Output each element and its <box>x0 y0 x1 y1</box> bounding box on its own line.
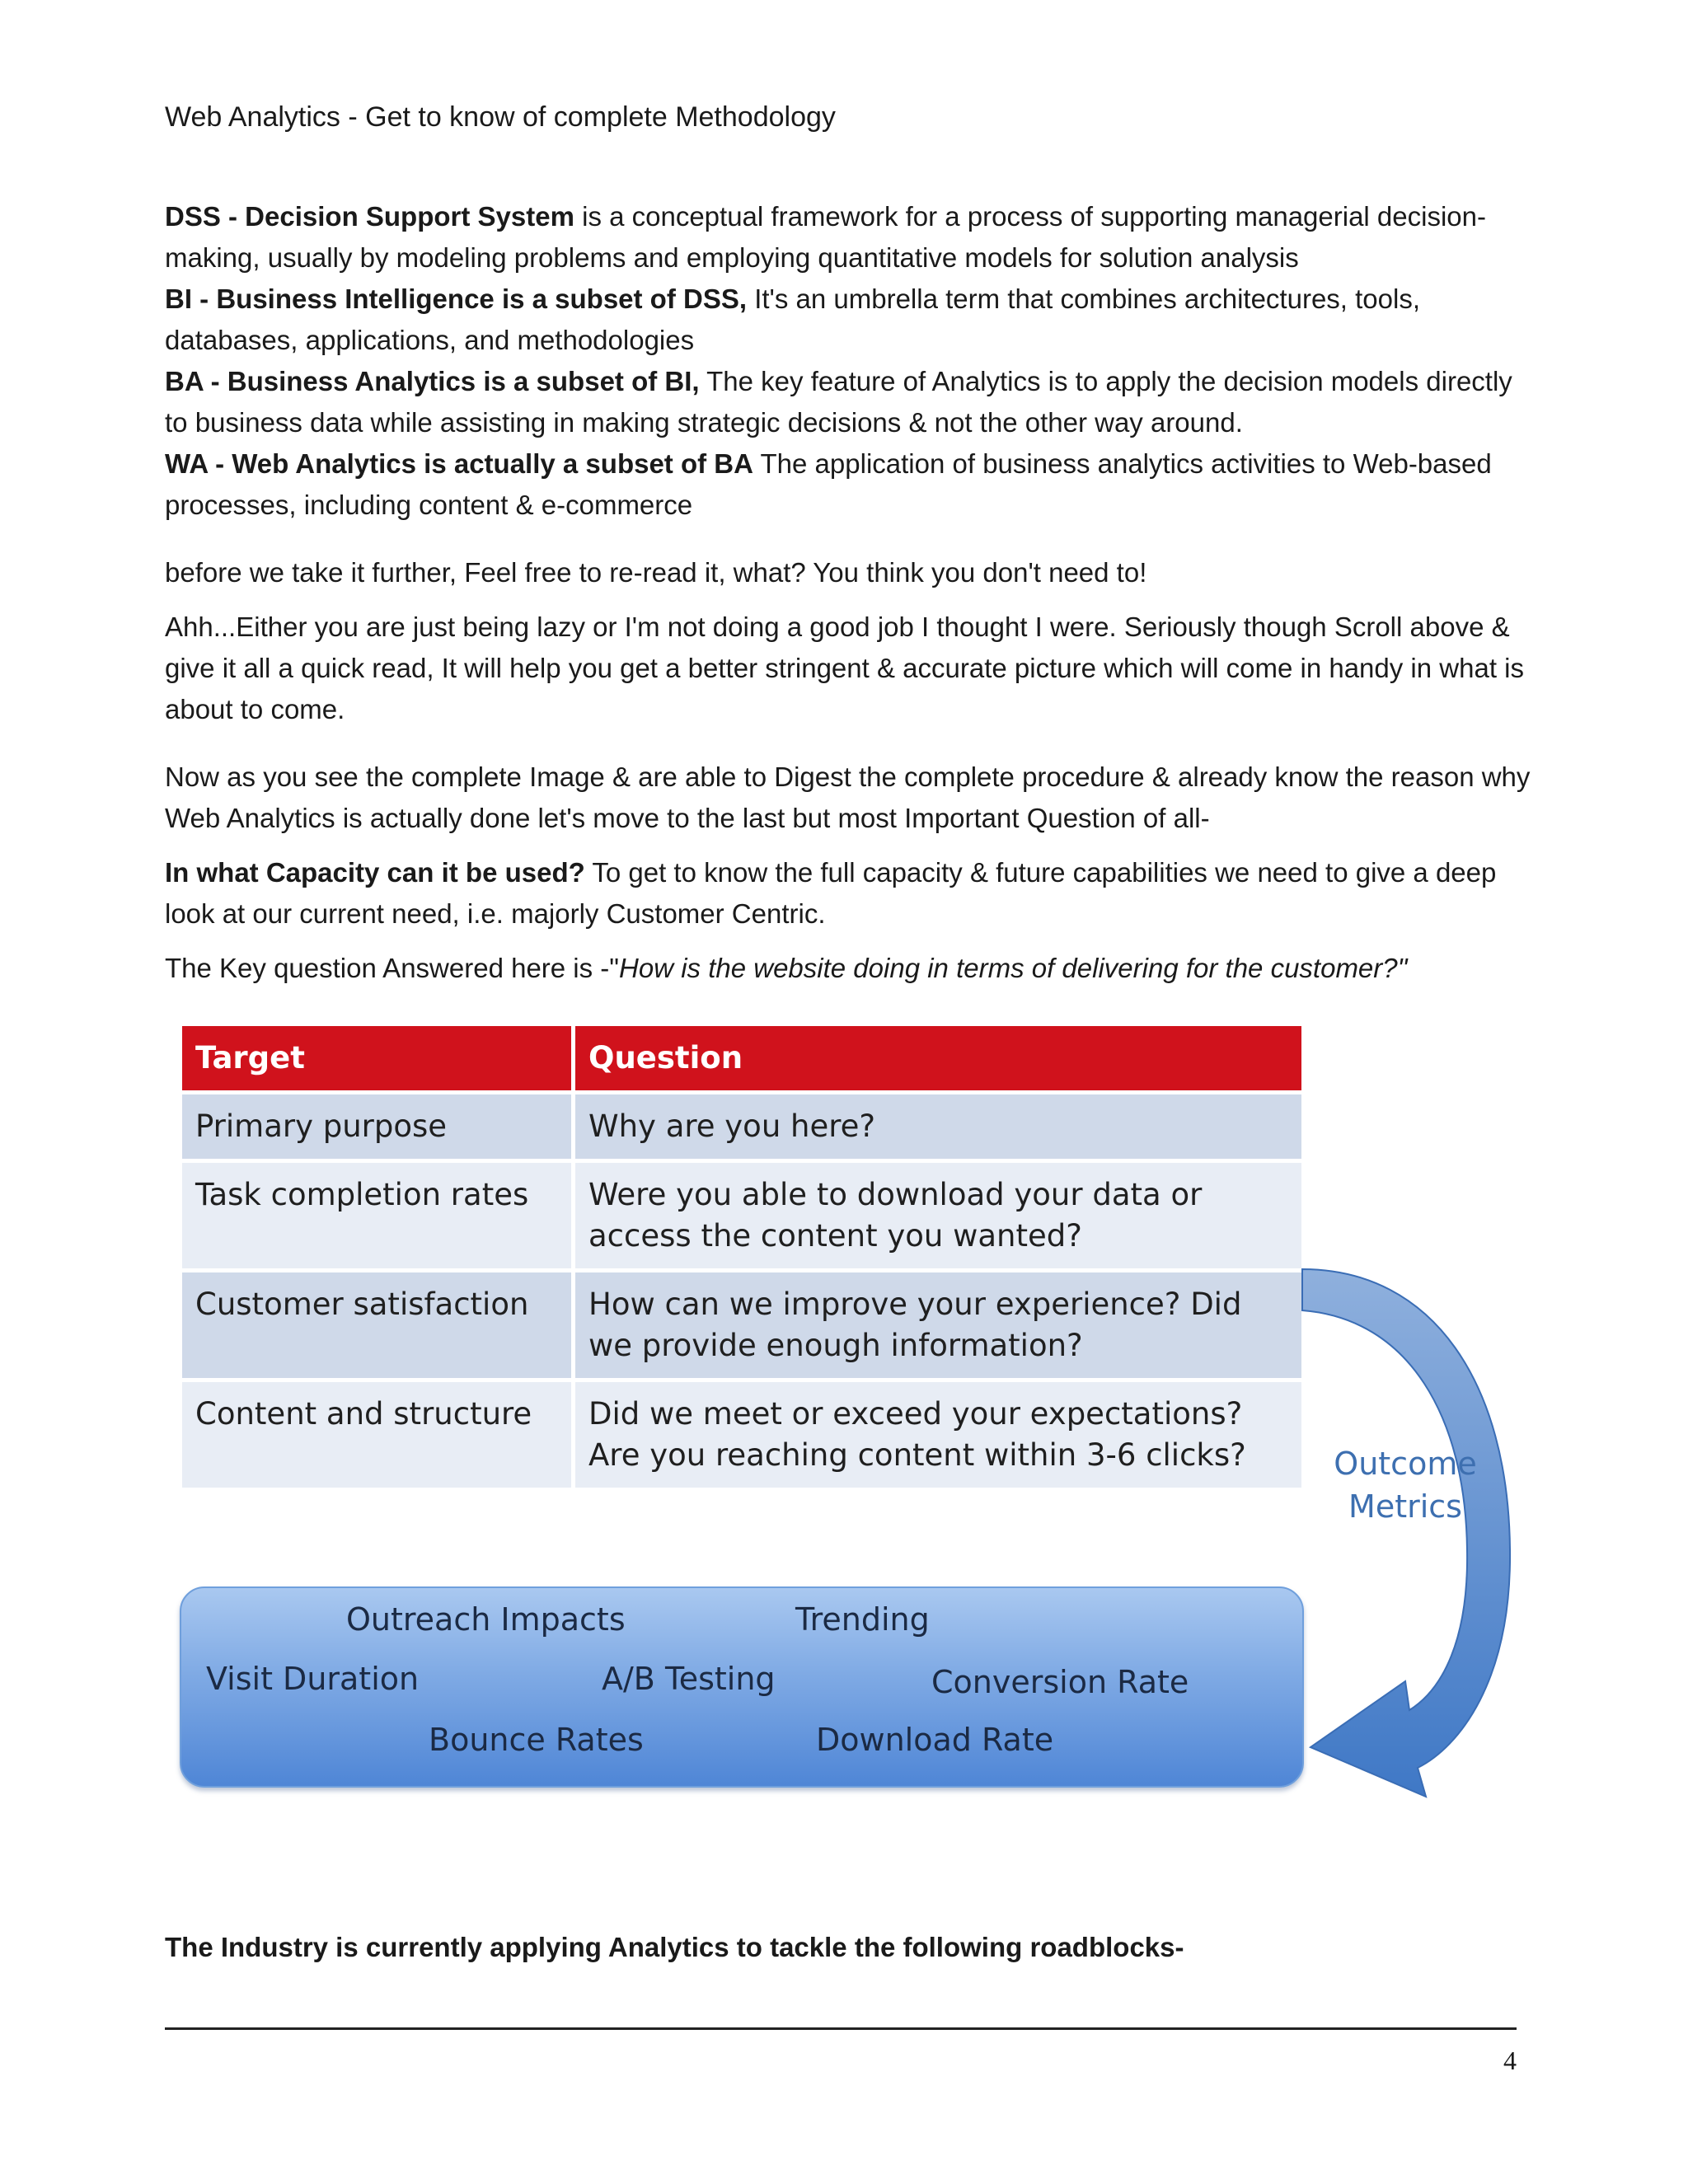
capacity-text: To get to know the full capacity & future capabilities we need to give a deep look at our current need, i.e. majorly Customer Centric. <box>165 857 1497 929</box>
question-cell: Did we meet or exceed your expectations? Are you reaching content within 3-6 clicks? <box>575 1382 1301 1488</box>
page-header-title: Web Analytics - Get to know of complete Methodology <box>165 101 836 133</box>
paragraph-key-question <box>165 948 1533 989</box>
definition-text: The application of business analytics activities to Web-based processes, including content & e-commerce <box>165 448 1492 520</box>
target-question-table <box>178 1022 1306 1492</box>
key-question-lead: The Key question Answered here is -" <box>165 953 620 983</box>
section-heading: The Industry is currently applying Analytics to tackle the following roadblocks- <box>165 1932 1184 1962</box>
definition-term: DSS - Decision Support System <box>165 201 574 232</box>
metric-outreach-impacts: Outreach Impacts <box>346 1601 626 1638</box>
definition-dss <box>165 196 1533 279</box>
metric-bounce-rates: Bounce Rates <box>429 1722 644 1758</box>
table-row <box>182 1272 1301 1378</box>
header-target: Target <box>182 1026 571 1090</box>
key-question-italic: How is the website doing in terms of delivering for the customer?" <box>619 953 1408 983</box>
footer-divider <box>165 2027 1517 2030</box>
outcome-metrics-label: Outcome Metrics <box>1334 1446 1477 1525</box>
table-row <box>182 1163 1301 1268</box>
capacity-question: In what Capacity can it be used? <box>165 857 585 888</box>
curved-arrow-icon <box>1294 1253 1525 1912</box>
definition-term: BI - Business Intelligence is a subset of DSS, <box>165 284 748 314</box>
table-row <box>182 1382 1301 1488</box>
paragraph-digest: Now as you see the complete Image & are able to Digest the complete procedure & already know the reason why Web Analytics is actually done let's move to the last but most Important Question of all- <box>165 762 1531 833</box>
definition-text: is a conceptual framework for a process of supporting managerial decision-making, usually by modeling problems and employing quantitative models for solution analysis <box>165 201 1486 273</box>
table-row <box>182 1094 1301 1159</box>
definition-ba <box>165 361 1533 443</box>
metric-trending: Trending <box>795 1601 930 1638</box>
question-cell: How can we improve your experience? Did we provide enough information? <box>575 1272 1301 1378</box>
target-cell: Primary purpose <box>182 1094 571 1159</box>
definition-text: It's an umbrella term that combines architectures, tools, databases, applications, and methodologies <box>165 284 1421 355</box>
metric-conversion-rate: Conversion Rate <box>931 1664 1189 1700</box>
metric-visit-duration: Visit Duration <box>206 1661 420 1697</box>
table-header-row <box>182 1026 1301 1090</box>
header-question: Question <box>575 1026 1301 1090</box>
definition-term: BA - Business Analytics is a subset of BI, <box>165 366 700 396</box>
paragraph-reread: before we take it further, Feel free to re-read it, what? You think you don't need to! <box>165 557 1147 588</box>
target-cell: Customer satisfaction <box>182 1272 571 1378</box>
question-cell: Were you able to download your data or access the content you wanted? <box>575 1163 1301 1268</box>
definition-text: The key feature of Analytics is to apply the decision models directly to business data while assisting in making strategic decisions & not the other way around. <box>165 366 1512 438</box>
paragraph-capacity <box>165 852 1533 935</box>
definition-wa <box>165 443 1533 526</box>
outcome-metrics-box <box>180 1586 1304 1788</box>
metric-download-rate: Download Rate <box>816 1722 1054 1758</box>
paragraph-lazy: Ahh...Either you are just being lazy or I'm not doing a good job I thought I were. Seriously though Scroll above & give it all a quick read, It will help you get a better stringent & accurate picture which will come in handy in what is about to come. <box>165 612 1524 724</box>
definition-bi <box>165 279 1533 361</box>
page-number: 4 <box>1503 2046 1517 2075</box>
definition-term: WA - Web Analytics is actually a subset of BA <box>165 448 753 479</box>
definitions-block <box>165 196 1533 526</box>
outcome-metrics-figure <box>173 1022 1525 1797</box>
metric-ab-testing: A/B Testing <box>602 1661 776 1697</box>
question-cell: Why are you here? <box>575 1094 1301 1159</box>
target-cell: Task completion rates <box>182 1163 571 1268</box>
target-cell: Content and structure <box>182 1382 571 1488</box>
